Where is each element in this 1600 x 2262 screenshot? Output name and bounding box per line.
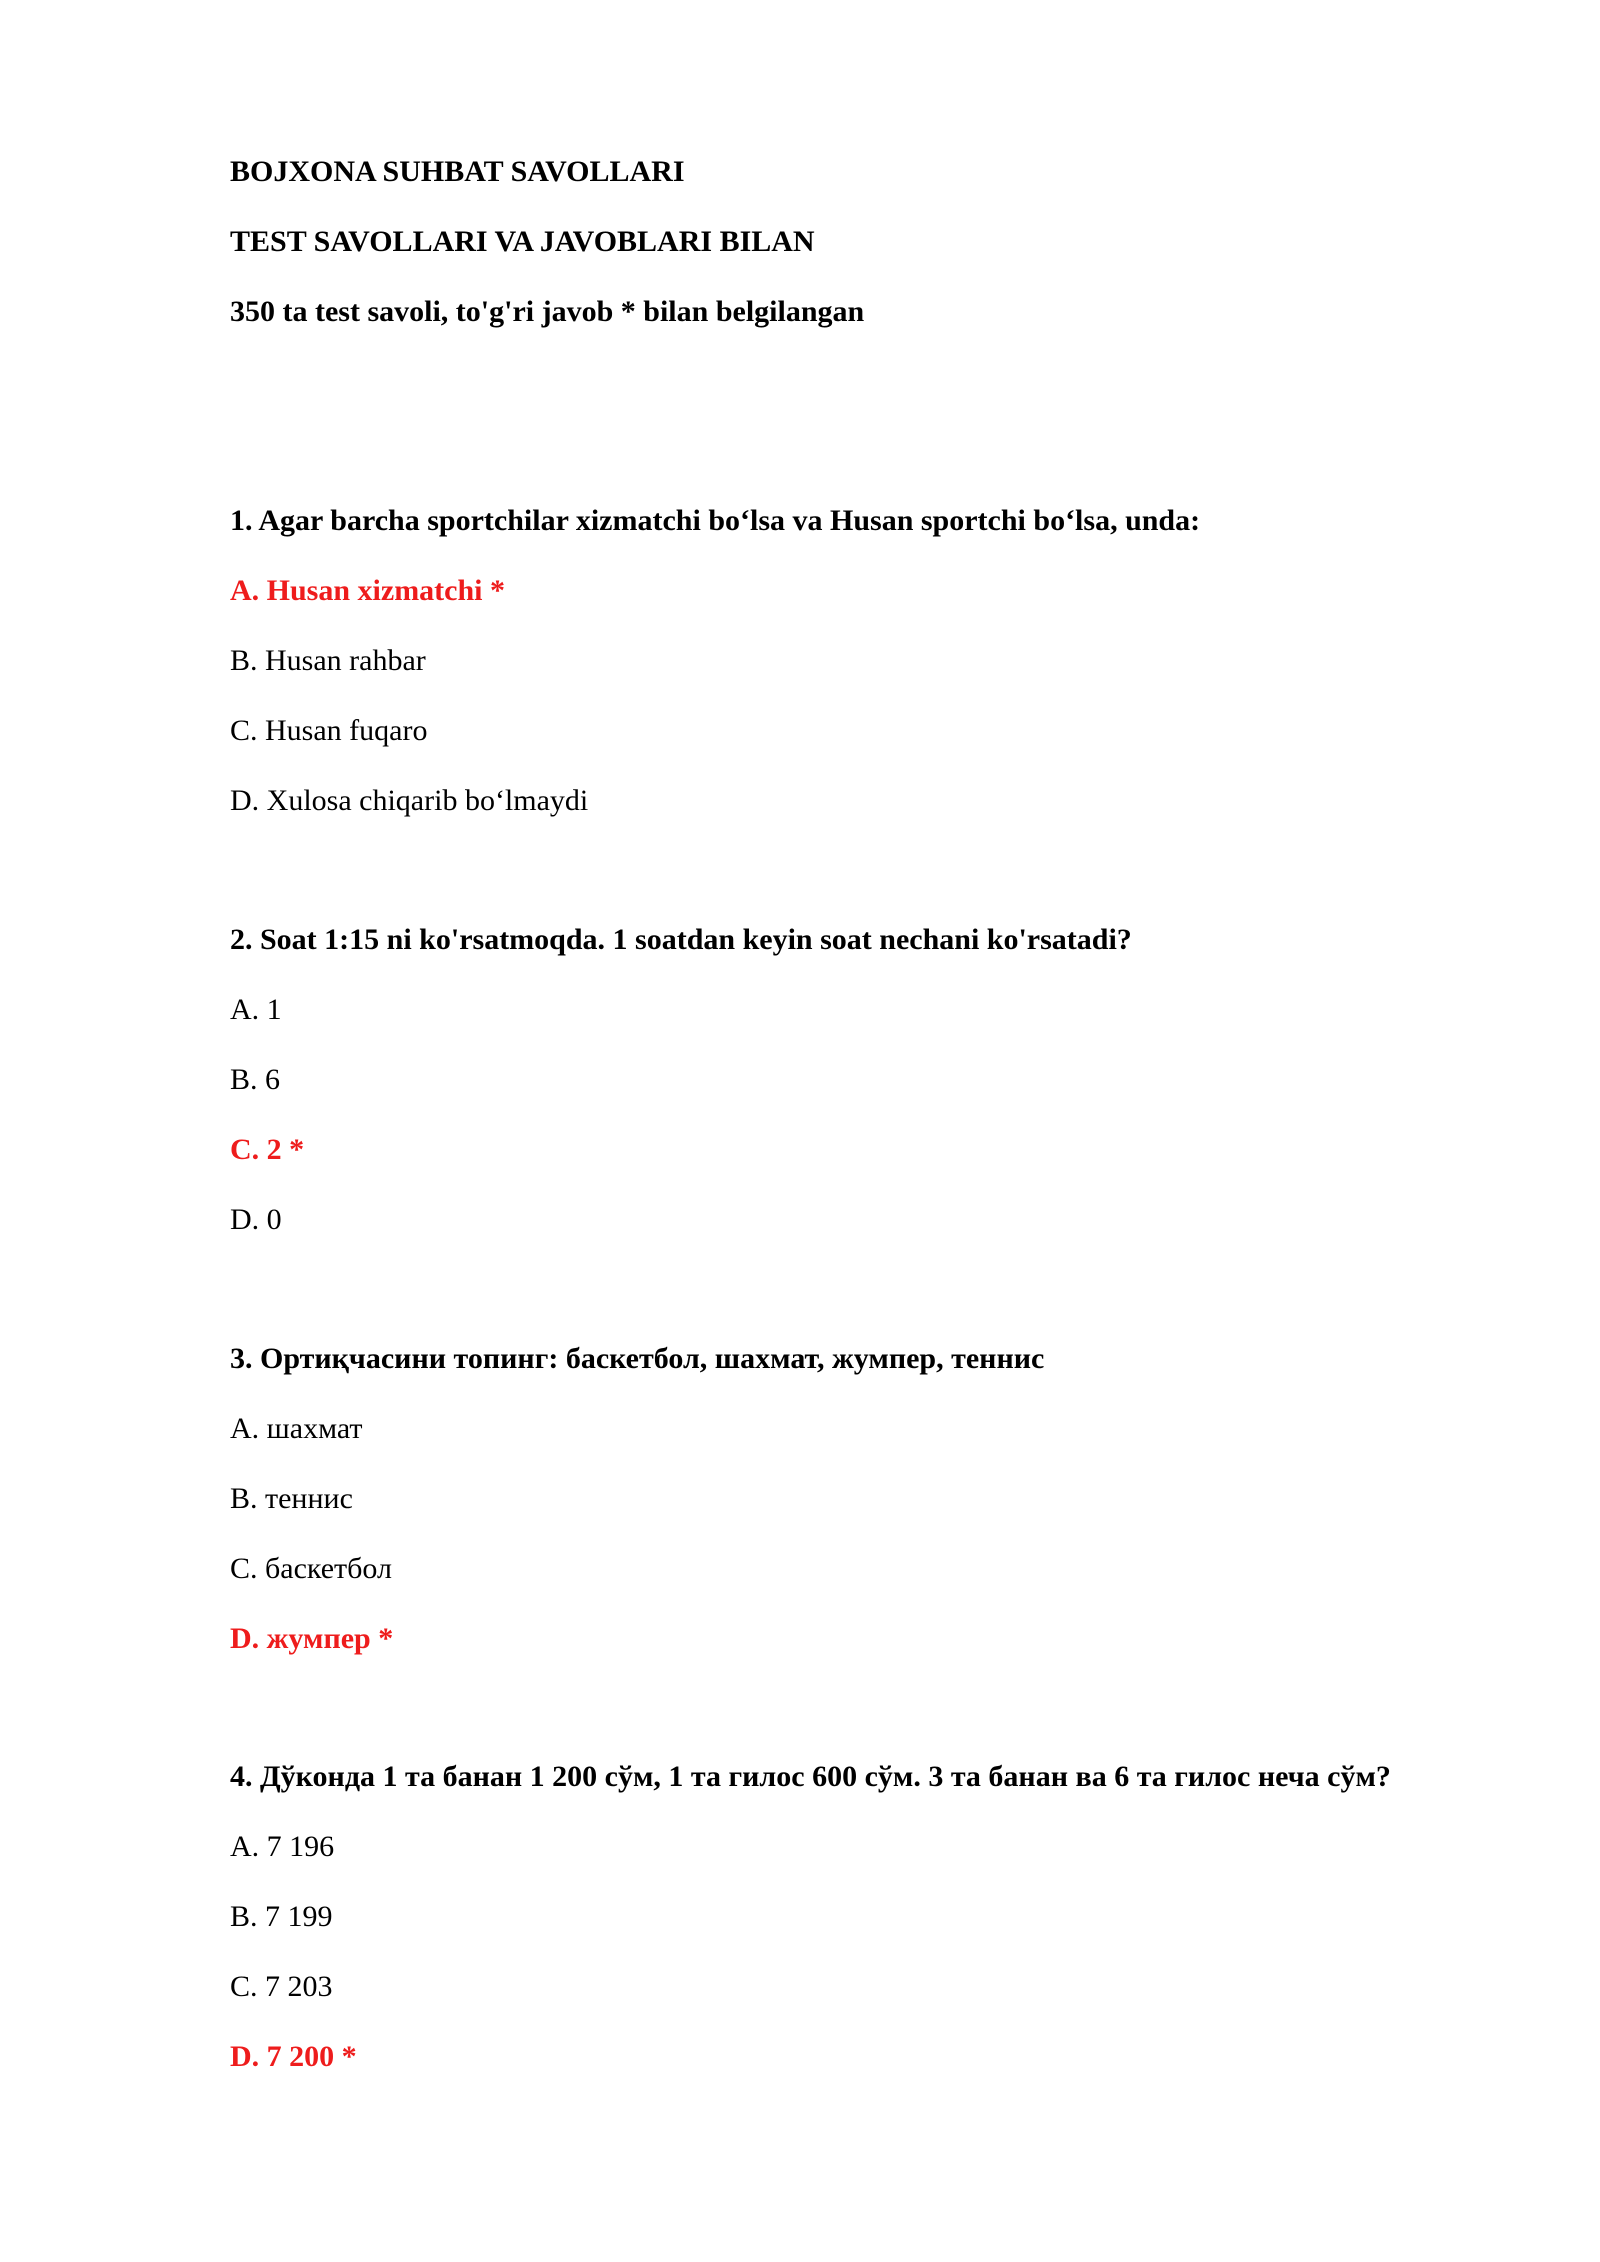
question-4-option-b: B. 7 199 — [230, 1900, 333, 1933]
question-4-text: 4. Дўконда 1 та банан 1 200 сўм, 1 та гилос 600 сўм. 3 та банан ва 6 та гилос неча сўм? — [230, 1760, 1391, 1793]
question-3-option-d: D. жумпер * — [230, 1622, 394, 1655]
document-note: 350 ta test savoli, to'g'ri javob * bilan belgilangan — [230, 295, 865, 328]
question-3-option-b: B. теннис — [230, 1482, 353, 1515]
question-2-option-b: B. 6 — [230, 1063, 281, 1096]
document-subtitle: TEST SAVOLLARI VA JAVOBLARI BILAN — [230, 225, 815, 258]
question-2-option-c: C. 2 * — [230, 1133, 305, 1166]
question-3-option-a: A. шахмат — [230, 1412, 363, 1445]
question-3-text: 3. Ортиқчасини топинг: баскетбол, шахмат, жумпер, теннис — [230, 1342, 1045, 1375]
question-2-option-d: D. 0 — [230, 1203, 282, 1236]
question-4-option-c: C. 7 203 — [230, 1970, 333, 2003]
question-2-text: 2. Soat 1:15 ni ko'rsatmoqda. 1 soatdan keyin soat nechani ko'rsatadi? — [230, 923, 1132, 956]
question-1-option-a: A. Husan xizmatchi * — [230, 574, 506, 607]
question-4-option-d: D. 7 200 * — [230, 2040, 357, 2073]
question-1-option-c: C. Husan fuqaro — [230, 714, 428, 747]
question-4-option-a: A. 7 196 — [230, 1830, 335, 1863]
question-1-text: 1. Agar barcha sportchilar xizmatchi bo‘lsa va Husan sportchi bo‘lsa, unda: — [230, 504, 1201, 537]
document-title: BOJXONA SUHBAT SAVOLLARI — [230, 155, 685, 188]
question-1-option-d: D. Xulosa chiqarib bo‘lmaydi — [230, 784, 589, 817]
question-2-option-a: A. 1 — [230, 993, 282, 1026]
question-1-option-b: B. Husan rahbar — [230, 644, 426, 677]
question-3-option-c: C. баскетбол — [230, 1552, 392, 1585]
